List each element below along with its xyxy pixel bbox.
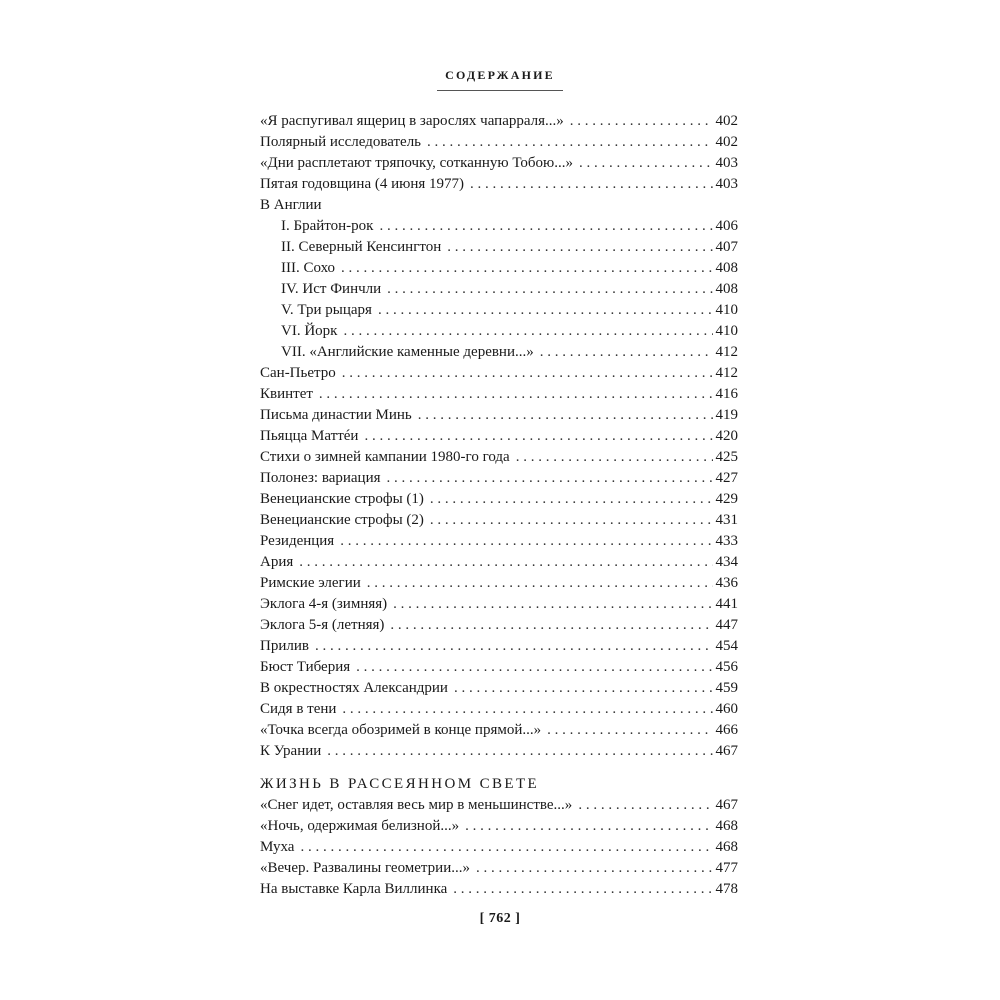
toc-entry-title: Полонез: вариация <box>260 470 381 486</box>
leader-dots <box>516 447 713 468</box>
toc-entry-page: 477 <box>715 860 738 876</box>
toc-entry-page: 412 <box>715 344 738 360</box>
page-number: 762 <box>488 911 512 926</box>
bracket-close: ] <box>515 911 521 926</box>
toc-entry-title: «Снег идет, оставляя весь мир в меньшинстве...» <box>260 797 573 813</box>
toc-entry-title: Полярный исследователь <box>260 134 422 150</box>
toc-entry <box>260 837 738 858</box>
leader-dots <box>547 720 712 741</box>
toc-entry <box>260 111 738 132</box>
leader-dots <box>319 384 713 405</box>
toc-entry-title: На выставке Карла Виллинка <box>260 881 448 897</box>
toc-entry-page: 447 <box>715 617 738 633</box>
leader-dots <box>390 615 712 636</box>
leader-dots <box>418 405 713 426</box>
toc-entry-title: I. Брайтон-рок <box>281 218 374 234</box>
toc-entry-page: 410 <box>715 302 738 318</box>
toc-subentry <box>260 279 738 300</box>
toc-entry <box>260 510 738 531</box>
toc-group-heading <box>260 195 738 216</box>
toc-entry <box>260 615 738 636</box>
leader-dots <box>367 573 713 594</box>
toc-entry-title: Бюст Тиберия <box>260 659 351 675</box>
toc-entry-page: 407 <box>715 239 738 255</box>
toc-entry-page: 436 <box>715 575 738 591</box>
leader-dots <box>578 795 712 816</box>
toc-entry <box>260 426 738 447</box>
toc-entry-page: 466 <box>715 722 738 738</box>
toc-entry <box>260 468 738 489</box>
leader-dots <box>364 426 712 447</box>
toc-entry-page: 403 <box>715 176 738 192</box>
leader-dots <box>453 879 712 900</box>
leader-dots <box>300 837 712 858</box>
toc-entry-page: 420 <box>715 428 738 444</box>
toc-entry <box>260 573 738 594</box>
leader-dots <box>393 594 712 615</box>
toc-entry-title: Муха <box>260 839 295 855</box>
toc-entry-title: VI. Йорк <box>281 323 338 339</box>
toc-entry-page: 410 <box>715 323 738 339</box>
toc-entry-page: 441 <box>715 596 738 612</box>
toc-entry-title: Сан-Пьетро <box>260 365 336 381</box>
toc-entry-page: 459 <box>715 680 738 696</box>
toc-entry-title: Венецианские строфы (2) <box>260 512 424 528</box>
toc-entry-title: Римские элегии <box>260 575 361 591</box>
toc-entry-title: Эклога 5-я (летняя) <box>260 617 385 633</box>
toc-subentry <box>260 342 738 363</box>
toc-entry-page: 467 <box>715 797 738 813</box>
toc-entry-title: Квинтет <box>260 386 313 402</box>
toc-entry <box>260 594 738 615</box>
table-of-contents <box>260 111 738 900</box>
toc-entry-page: 427 <box>715 470 738 486</box>
toc-entry-title: Письма династии Минь <box>260 407 412 423</box>
leader-dots <box>430 489 713 510</box>
leader-dots <box>342 699 712 720</box>
toc-entry-page: 468 <box>715 818 738 834</box>
leader-dots <box>378 300 713 321</box>
leader-dots <box>430 510 713 531</box>
running-header-title: СОДЕРЖАНИЕ <box>445 68 555 82</box>
toc-entry-page: 406 <box>715 218 738 234</box>
toc-entry-title: «Вечер. Развалины геометрии...» <box>260 860 470 876</box>
toc-entry <box>260 795 738 816</box>
running-header <box>260 68 740 91</box>
leader-dots <box>465 816 712 837</box>
toc-entry <box>260 657 738 678</box>
toc-entry <box>260 531 738 552</box>
leader-dots <box>540 342 713 363</box>
toc-entry-page: 402 <box>715 113 738 129</box>
leader-dots <box>454 678 713 699</box>
toc-entry-title: Эклога 4-я (зимняя) <box>260 596 388 612</box>
toc-entry-page: 468 <box>715 839 738 855</box>
leader-dots <box>356 657 712 678</box>
toc-entry-title: «Я распугивал ящериц в зарослях чапарраля...» <box>260 113 564 129</box>
toc-entry-title: «Ночь, одержимая белизной...» <box>260 818 460 834</box>
toc-entry-title: В окрестностях Александрии <box>260 680 448 696</box>
toc-entry-page: 460 <box>715 701 738 717</box>
leader-dots <box>387 279 712 300</box>
leader-dots <box>342 363 713 384</box>
toc-entry-title: Венецианские строфы (1) <box>260 491 424 507</box>
toc-entry <box>260 405 738 426</box>
header-rule <box>437 90 563 91</box>
toc-entry-page: 419 <box>715 407 738 423</box>
toc-entry <box>260 858 738 879</box>
toc-entry <box>260 816 738 837</box>
leader-dots <box>340 531 712 552</box>
toc-entry-title: III. Сохо <box>281 260 336 276</box>
leader-dots <box>579 153 713 174</box>
leader-dots <box>379 216 712 237</box>
toc-entry <box>260 741 738 762</box>
toc-entry-title: Пятая годовщина (4 июня 1977) <box>260 176 465 192</box>
toc-entry <box>260 132 738 153</box>
toc-entry-page: 429 <box>715 491 738 507</box>
toc-entry-title: Ария <box>260 554 294 570</box>
toc-entry-title: «Точка всегда обозримей в конце прямой...» <box>260 722 542 738</box>
toc-entry-page: 403 <box>715 155 738 171</box>
toc-subentry <box>260 216 738 237</box>
leader-dots <box>387 468 713 489</box>
leader-dots <box>427 132 712 153</box>
bracket-open: [ <box>479 911 485 926</box>
toc-section-heading: ЖИЗНЬ В РАССЕЯННОМ СВЕТЕ <box>260 776 540 792</box>
toc-subentry <box>260 300 738 321</box>
toc-entry-page: 433 <box>715 533 738 549</box>
toc-entry-page: 416 <box>715 386 738 402</box>
leader-dots <box>343 321 712 342</box>
leader-dots <box>299 552 712 573</box>
toc-entry-title: Пьяцца Маттéи <box>260 428 359 444</box>
toc-entry-title: Резиденция <box>260 533 335 549</box>
leader-dots <box>570 111 713 132</box>
toc-entry <box>260 879 738 900</box>
toc-entry <box>260 636 738 657</box>
toc-entry <box>260 720 738 741</box>
toc-entry-page: 467 <box>715 743 738 759</box>
toc-entry <box>260 153 738 174</box>
toc-entry-page: 478 <box>715 881 738 897</box>
leader-dots <box>470 174 712 195</box>
leader-dots <box>341 258 712 279</box>
leader-dots <box>315 636 713 657</box>
toc-entry-page: 431 <box>715 512 738 528</box>
leader-dots <box>447 237 712 258</box>
toc-entry <box>260 489 738 510</box>
toc-entry-page: 456 <box>715 659 738 675</box>
toc-entry-page: 454 <box>715 638 738 654</box>
toc-entry-title: Сидя в тени <box>260 701 337 717</box>
toc-subentry <box>260 237 738 258</box>
toc-entry-page: 402 <box>715 134 738 150</box>
toc-entry <box>260 363 738 384</box>
toc-group-title: В Англии <box>260 197 322 213</box>
toc-entry-page: 408 <box>715 260 738 276</box>
toc-entry-page: 434 <box>715 554 738 570</box>
toc-entry <box>260 447 738 468</box>
toc-subentry <box>260 258 738 279</box>
leader-dots <box>476 858 713 879</box>
leader-dots <box>327 741 712 762</box>
page-number-footer <box>260 911 740 927</box>
toc-entry <box>260 678 738 699</box>
toc-entry <box>260 552 738 573</box>
toc-subentry <box>260 321 738 342</box>
toc-entry-title: Прилив <box>260 638 309 654</box>
toc-entry-title: II. Северный Кенсингтон <box>281 239 442 255</box>
toc-entry-title: VII. «Английские каменные деревни...» <box>281 344 534 360</box>
toc-entry-title: «Дни расплетают тряпочку, сотканную Тобою...» <box>260 155 573 171</box>
toc-entry-page: 425 <box>715 449 738 465</box>
toc-entry-title: К Урании <box>260 743 322 759</box>
toc-entry-title: Стихи о зимней кампании 1980-го года <box>260 449 510 465</box>
toc-entry <box>260 384 738 405</box>
toc-entry-title: IV. Ист Финчли <box>281 281 382 297</box>
toc-entry-page: 412 <box>715 365 738 381</box>
toc-entry-title: V. Три рыцаря <box>281 302 372 318</box>
toc-entry-page: 408 <box>715 281 738 297</box>
toc-entry <box>260 174 738 195</box>
toc-entry <box>260 699 738 720</box>
